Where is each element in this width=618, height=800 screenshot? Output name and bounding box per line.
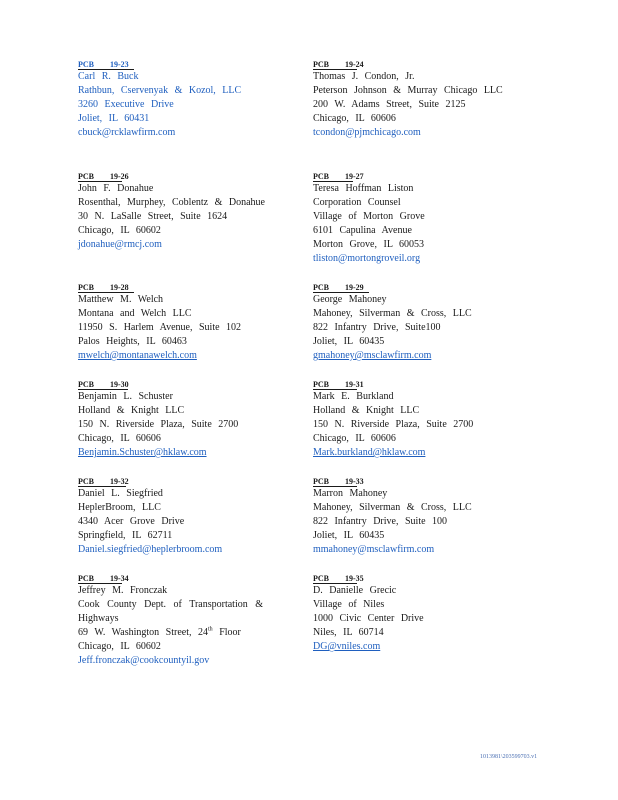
street-address: 200 W. Adams Street, Suite 2125: [313, 99, 466, 110]
case-number: PCB 19-33: [313, 477, 364, 486]
city-state-zip: Joliet, IL 60435: [313, 336, 385, 347]
case-number: PCB 19-24: [313, 60, 364, 69]
city-state-zip: Chicago, IL 60606: [313, 433, 396, 444]
street-address: 822 Infantry Drive, Suite 100: [313, 516, 448, 527]
street-address: 150 N. Riverside Plaza, Suite 2700: [313, 419, 474, 430]
contact-name: Jeffrey M. Fronczak: [78, 585, 168, 596]
service-entry: [78, 477, 222, 557]
contact-name: Matthew M. Welch: [78, 294, 164, 305]
street-address: 1000 Civic Center Drive: [313, 613, 424, 624]
firm-name: Holland & Knight LLC: [313, 405, 420, 416]
case-number: PCB 19-29: [313, 283, 472, 293]
service-entry: [78, 60, 241, 140]
city-state-zip: Morton Grove, IL 60053: [313, 239, 425, 250]
city-state-zip: Springfield, IL 62711: [78, 530, 173, 541]
service-entry: [78, 172, 265, 252]
email-link[interactable]: mmahoney@msclawfirm.com: [313, 544, 435, 555]
organization-name: Village of Morton Grove: [313, 211, 425, 222]
contact-name: Benjamin L. Schuster: [78, 391, 173, 402]
contact-name: Mark E. Burkland: [313, 391, 394, 402]
service-entry: [313, 172, 425, 266]
street-address: 3260 Executive Drive: [78, 99, 174, 110]
service-entry: [313, 380, 473, 460]
document-id: 1013981\203599703.v1: [480, 754, 538, 760]
street-address: 4340 Acer Grove Drive: [78, 516, 185, 527]
email-link[interactable]: gmahoney@msclawfirm.com: [313, 350, 432, 361]
email-link[interactable]: Daniel.siegfried@heplerbroom.com: [78, 544, 223, 555]
email-link[interactable]: cbuck@rcklawfirm.com: [78, 127, 176, 138]
contact-name: John F. Donahue: [78, 183, 154, 194]
city-state-zip: Chicago, IL 60602: [78, 641, 161, 652]
email-link[interactable]: jdonahue@rmcj.com: [78, 239, 162, 250]
service-entry: [78, 283, 241, 363]
case-number: PCB 19-35: [313, 574, 364, 583]
email-link[interactable]: DG@vniles.com: [313, 641, 381, 652]
contact-name: Carl R. Buck: [78, 71, 139, 82]
street-address: 6101 Capulina Avenue: [313, 225, 412, 236]
service-entry: [78, 380, 238, 460]
city-state-zip: Niles, IL 60714: [313, 627, 384, 638]
contact-name: Daniel L. Siegfried: [78, 488, 163, 499]
title-line: Corporation Counsel: [313, 197, 401, 208]
case-number: PCB 19-34: [78, 574, 129, 583]
case-number: PCB 19-27: [313, 172, 364, 181]
email-link[interactable]: tliston@mortongroveil.org: [313, 253, 421, 264]
organization-name: Village of Niles: [313, 599, 385, 610]
contact-name: Teresa Hoffman Liston: [313, 183, 414, 194]
email-link[interactable]: mwelch@montanawelch.com: [78, 350, 197, 361]
firm-name: Mahoney, Silverman & Cross, LLC: [313, 308, 472, 319]
street-address: 11950 S. Harlem Avenue, Suite 102: [78, 322, 242, 333]
service-entry: [313, 60, 503, 140]
city-state-zip: Joliet, IL 60431: [78, 113, 150, 124]
service-entry: [313, 574, 424, 654]
city-state-zip: Chicago, IL 60606: [78, 433, 161, 444]
city-state-zip: Palos Heights, IL 60463: [78, 336, 187, 347]
street-address: 150 N. Riverside Plaza, Suite 2700: [78, 419, 239, 430]
contact-name: D. Danielle Grecic: [313, 585, 397, 596]
street-address: 30 N. LaSalle Street, Suite 1624: [78, 211, 228, 222]
case-number: PCB 19-23: [78, 60, 241, 70]
city-state-zip: Chicago, IL 60602: [78, 225, 161, 236]
service-entry: [313, 477, 472, 557]
service-entry: [78, 574, 274, 668]
email-link[interactable]: Mark.burkland@hklaw.com: [313, 447, 426, 458]
street-address: 822 Infantry Drive, Suite100: [313, 322, 441, 333]
contact-name: Thomas J. Condon, Jr.: [313, 71, 415, 82]
case-number: PCB 19-30: [78, 380, 129, 389]
firm-name: Holland & Knight LLC: [78, 405, 185, 416]
case-number: PCB 19-32: [78, 477, 129, 486]
email-link[interactable]: Jeff.fronczak@cookcountyil.gov: [78, 655, 210, 666]
firm-name: Rosenthal, Murphey, Coblentz & Donahue: [78, 197, 265, 208]
service-entry: [313, 283, 472, 363]
case-number: PCB 19-31: [313, 380, 364, 389]
firm-name: Peterson Johnson & Murray Chicago LLC: [313, 85, 503, 96]
contact-name: George Mahoney: [313, 294, 387, 305]
contact-name: Marron Mahoney: [313, 488, 388, 499]
city-state-zip: Chicago, IL 60606: [313, 113, 396, 124]
email-link[interactable]: tcondon@pjmchicago.com: [313, 127, 421, 138]
firm-name: Montana and Welch LLC: [78, 308, 192, 319]
street-address: 69 W. Washington Street, 24th Floor: [78, 626, 241, 638]
city-state-zip: Joliet, IL 60435: [313, 530, 385, 541]
firm-name: HeplerBroom, LLC: [78, 502, 161, 513]
firm-name: Rathbun, Cservenyak & Kozol, LLC: [78, 85, 242, 96]
case-number: PCB 19-26: [78, 172, 129, 181]
case-number: PCB 19-28: [78, 283, 241, 293]
organization-name: Cook County Dept. of Transportation & Highways: [78, 599, 264, 624]
firm-name: Mahoney, Silverman & Cross, LLC: [313, 502, 472, 513]
email-link[interactable]: Benjamin.Schuster@hklaw.com: [78, 447, 207, 458]
